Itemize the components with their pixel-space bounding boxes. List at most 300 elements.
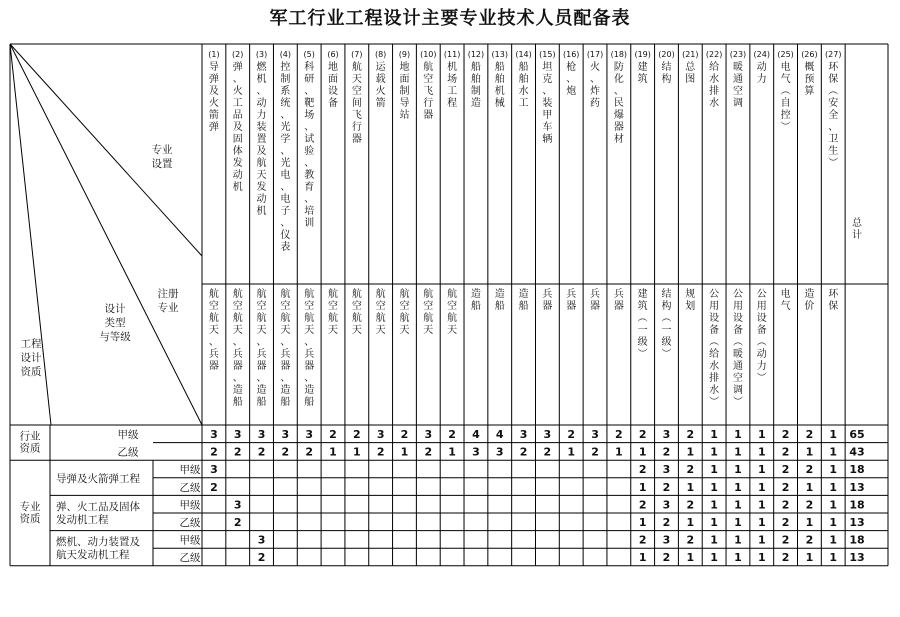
table-cell-value: 4 xyxy=(472,428,480,441)
table-cell-value: 2 xyxy=(257,445,266,459)
column-reg-char: 器 xyxy=(590,301,601,312)
column-name xyxy=(852,216,863,241)
table-cell-value: 2 xyxy=(805,463,814,477)
table-cell-value: 13 xyxy=(849,551,865,565)
column-number: (5) xyxy=(303,50,315,59)
table-cell-value: 3 xyxy=(376,428,385,441)
label-zhuanye-shezhi-line: 专业 xyxy=(151,144,173,156)
column-reg-char: 船 xyxy=(494,301,505,312)
table-cell-value: 2 xyxy=(615,428,623,441)
column-name-char: 船 xyxy=(494,62,505,73)
table-cell-value: 3 xyxy=(257,428,266,441)
column-reg-char: 航 xyxy=(375,313,386,324)
column-name-char: 箭 xyxy=(375,98,386,109)
column-reg-char: 公 xyxy=(732,289,743,300)
column-name xyxy=(280,60,290,253)
table-cell-value: 3 xyxy=(662,463,671,477)
column-name-char: 结 xyxy=(661,62,672,73)
column-name-char: 场 xyxy=(447,74,458,85)
column-name-char: 计 xyxy=(852,230,863,241)
column-reg-char: 空 xyxy=(328,301,339,312)
table-cell-value: 1 xyxy=(710,480,718,494)
column-name-char: 、 xyxy=(304,158,315,169)
table-cell-value: 2 xyxy=(233,516,242,529)
column-name-char: 机 xyxy=(494,86,505,97)
column-name-char: 弹 xyxy=(208,122,219,133)
column-name-char: 工 xyxy=(447,86,458,97)
column-reg-char: 航 xyxy=(399,289,410,300)
table-cell-value: 2 xyxy=(210,480,218,494)
column-reg-char: 航 xyxy=(423,289,434,300)
column-reg-char: 备 xyxy=(709,325,720,336)
table-cell-value: 2 xyxy=(686,533,695,547)
table-cell-value: 2 xyxy=(305,445,314,459)
column-number: (9) xyxy=(398,50,411,59)
table-cell-value: 2 xyxy=(519,445,528,459)
column-reg-char: 水 xyxy=(709,361,720,372)
column-registration xyxy=(566,287,576,312)
column-reg-char: 兵 xyxy=(590,289,601,300)
column-name xyxy=(304,60,314,229)
column-name-char: 弹 xyxy=(208,74,219,85)
column-name-char: 总 xyxy=(685,62,696,73)
table-cell-value: 2 xyxy=(686,428,695,441)
column-name-char: 水 xyxy=(709,74,720,85)
column-number: (8) xyxy=(374,50,387,59)
column-reg-char: 造 xyxy=(232,385,243,396)
column-reg-char: 航 xyxy=(328,289,339,300)
column-name-char: 、 xyxy=(566,74,577,85)
column-name-char: 器 xyxy=(423,110,434,121)
column-name xyxy=(447,60,457,109)
column-name-char: 行 xyxy=(423,98,434,109)
column-name xyxy=(733,60,743,109)
column-reg-char: 、 xyxy=(232,337,243,348)
column-name-char: 火 xyxy=(590,62,601,73)
column-reg-char: 天 xyxy=(256,325,267,336)
column-reg-char: 兵 xyxy=(613,289,624,300)
column-name-char: 站 xyxy=(399,110,410,121)
table-cell-value: 2 xyxy=(662,480,671,494)
column-name-char: 舶 xyxy=(470,74,481,85)
column-name-char: 航 xyxy=(351,62,362,73)
column-reg-char: 空 xyxy=(280,301,291,312)
column-reg-char: 航 xyxy=(280,289,291,300)
table-cell-value: 1 xyxy=(686,445,695,459)
column-reg-char: 航 xyxy=(304,289,315,300)
column-name-char: 力 xyxy=(756,74,767,85)
column-name-char: 面 xyxy=(328,74,339,85)
column-reg-char: 、 xyxy=(256,373,267,384)
column-name-char: 、 xyxy=(828,122,839,133)
column-number: (3) xyxy=(255,50,268,59)
column-registration xyxy=(781,287,791,312)
column-name xyxy=(757,60,767,85)
table-cell-value: 18 xyxy=(849,498,865,512)
column-registration xyxy=(304,287,314,408)
table-cell-value: 2 xyxy=(781,428,790,441)
column-reg-char: 排 xyxy=(709,373,720,384)
column-reg-char: 天 xyxy=(232,325,243,336)
table-cell-value: 3 xyxy=(543,428,552,441)
row-headers xyxy=(20,429,201,564)
column-name-char: 载 xyxy=(375,74,386,85)
column-name-char: 动 xyxy=(256,98,267,109)
column-reg-char: 设 xyxy=(709,313,720,324)
column-name-char: 气 xyxy=(780,74,791,85)
column-reg-char: ︶ xyxy=(732,397,743,408)
column-name-char: 程 xyxy=(447,98,458,109)
column-registration xyxy=(685,287,695,312)
column-name-char: 教 xyxy=(304,170,315,181)
column-name-char: 图 xyxy=(685,74,696,85)
column-name-char: 民 xyxy=(613,98,624,109)
column-reg-char: 结 xyxy=(661,289,672,300)
column-name-char: 炮 xyxy=(566,86,577,97)
table-cell-value: 1 xyxy=(734,533,742,547)
column-name-char: 行 xyxy=(351,122,362,133)
column-name-char: 天 xyxy=(256,170,267,181)
column-name-char: 、 xyxy=(280,218,291,229)
table-cell-value: 2 xyxy=(376,445,385,459)
table-cells xyxy=(210,428,865,564)
column-name-char: 造 xyxy=(470,98,481,109)
column-name-char: 、 xyxy=(304,86,315,97)
column-name-char: 训 xyxy=(304,218,315,229)
column-name-char: 及 xyxy=(232,122,243,133)
column-name xyxy=(661,60,671,85)
column-reg-char: 、 xyxy=(280,337,291,348)
column-number: (11) xyxy=(443,50,461,59)
label-sheji-leixing xyxy=(99,302,131,343)
column-name-char: 通 xyxy=(732,74,743,85)
table-cell-value: 2 xyxy=(781,480,790,494)
column-reg-char: 、 xyxy=(256,337,267,348)
column-name xyxy=(542,60,552,145)
table-cell-value: 2 xyxy=(329,428,337,441)
column-name-char: 电 xyxy=(280,170,291,181)
column-name-char: 空 xyxy=(351,86,362,97)
column-number: (22) xyxy=(705,50,723,59)
table-cell-value: 1 xyxy=(757,516,766,529)
column-name-char: 环 xyxy=(828,62,839,73)
table-corner-header xyxy=(21,143,179,378)
column-reg-char: 空 xyxy=(375,301,386,312)
label-gongcheng-zizhi-line: 设计 xyxy=(20,352,42,364)
column-reg-char: 造 xyxy=(804,289,815,300)
column-reg-char: 器 xyxy=(304,361,315,372)
table-cell-value: 1 xyxy=(757,533,766,547)
column-number: (21) xyxy=(682,50,699,59)
column-name-char: 排 xyxy=(709,86,720,97)
column-number: (10) xyxy=(420,50,437,59)
column-reg-char: 器 xyxy=(256,361,267,372)
column-reg-char: 航 xyxy=(351,289,362,300)
column-name-char: 自 xyxy=(780,98,791,109)
column-number: (17) xyxy=(586,50,604,59)
column-number: (20) xyxy=(658,50,675,59)
corner-diagonal-1 xyxy=(10,44,202,256)
table-cell-value: 1 xyxy=(615,445,623,459)
column-name-char: 筑 xyxy=(637,74,648,85)
table-cell-value: 2 xyxy=(805,498,814,512)
column-name-char: 、 xyxy=(304,122,315,133)
column-reg-char: 造 xyxy=(470,289,481,300)
table-cell-value: 1 xyxy=(448,445,456,459)
column-reg-char: 天 xyxy=(399,325,410,336)
column-name-char: 机 xyxy=(256,74,267,85)
table-cell-value: 2 xyxy=(781,498,790,512)
table-cell-value: 1 xyxy=(829,428,838,441)
column-name xyxy=(519,60,529,109)
column-name-char: 卫 xyxy=(828,134,839,145)
column-reg-char: 船 xyxy=(518,301,529,312)
row-grade-label: 甲级 xyxy=(179,464,201,477)
column-reg-char: 航 xyxy=(351,313,362,324)
column-reg-char: 兵 xyxy=(566,289,577,300)
column-name-char: ︵ xyxy=(828,86,839,97)
table-cell-value: 2 xyxy=(210,445,218,459)
column-reg-char: ︶ xyxy=(756,373,767,384)
column-name xyxy=(709,60,719,109)
column-reg-char: 航 xyxy=(256,289,267,300)
column-name-char: 固 xyxy=(232,134,243,145)
column-name-char: 设 xyxy=(328,86,339,97)
column-reg-char: 器 xyxy=(613,301,624,312)
column-registration xyxy=(328,287,338,336)
column-name-char: 工 xyxy=(232,98,243,109)
column-name-char: 仪 xyxy=(280,230,291,241)
column-reg-char: 气 xyxy=(780,301,791,312)
column-reg-char: 航 xyxy=(328,313,339,324)
column-number: (12) xyxy=(467,50,485,59)
column-name-char: ︵ xyxy=(780,86,791,97)
column-reg-char: 兵 xyxy=(542,289,553,300)
table-cell-value: 1 xyxy=(638,480,647,494)
column-name-char: 、 xyxy=(590,74,601,85)
column-name xyxy=(352,60,362,145)
column-name-char: 、 xyxy=(256,86,267,97)
column-reg-char: 筑 xyxy=(637,301,648,312)
table-cell-value: 2 xyxy=(686,498,695,512)
column-name-char: 辆 xyxy=(542,134,553,145)
column-name-char: 置 xyxy=(256,134,267,145)
column-name-char: 、 xyxy=(613,86,624,97)
column-name-char: 构 xyxy=(661,74,672,85)
table-cell-value: 1 xyxy=(734,480,742,494)
column-registration xyxy=(590,287,600,312)
column-name xyxy=(685,60,696,85)
column-name-char: 、 xyxy=(280,182,291,193)
column-name xyxy=(209,61,219,133)
column-name-char: 装 xyxy=(256,122,267,133)
table-cell-value: 3 xyxy=(424,428,433,441)
column-name-char: 地 xyxy=(328,62,339,73)
column-number: (7) xyxy=(351,50,363,59)
label-gongcheng-zizhi-line: 资质 xyxy=(20,366,42,378)
table-cell-value: 1 xyxy=(757,480,766,494)
row-subgroup-label: 弹、火工品及固体发动机工程 xyxy=(56,501,140,526)
column-reg-char: 天 xyxy=(447,325,458,336)
label-gongcheng-zizhi-line: 工程 xyxy=(20,338,42,350)
column-name-char: 舶 xyxy=(518,74,529,85)
column-number: (24) xyxy=(753,50,770,59)
column-reg-char: 水 xyxy=(709,385,720,396)
column-registration xyxy=(257,287,267,408)
column-registration xyxy=(804,287,814,312)
column-registration xyxy=(233,287,243,408)
column-name-char: 表 xyxy=(280,242,291,253)
column-reg-char: 、 xyxy=(208,337,219,348)
table-cell-value: 13 xyxy=(849,480,865,494)
table-cell-value: 1 xyxy=(829,445,838,459)
table-cell-value: 1 xyxy=(710,551,718,565)
column-number: (23) xyxy=(729,50,747,59)
column-registration xyxy=(399,287,409,336)
column-name-char: 育 xyxy=(304,182,315,193)
column-reg-char: 空 xyxy=(447,301,458,312)
column-reg-char: 电 xyxy=(780,289,791,300)
column-reg-char: 造 xyxy=(304,385,315,396)
column-reg-char: ︶ xyxy=(661,349,672,360)
column-reg-char: 设 xyxy=(732,313,743,324)
column-name-char: 、 xyxy=(304,194,315,205)
label-sheji-leixing-line: 与等级 xyxy=(99,331,131,343)
column-number: (18) xyxy=(610,50,628,59)
row-grade-label: 甲级 xyxy=(117,429,139,441)
column-reg-char: 船 xyxy=(256,397,267,408)
column-name-char: 工 xyxy=(518,98,529,109)
column-name-char: 防 xyxy=(613,62,624,73)
column-reg-char: 兵 xyxy=(256,349,267,360)
table-cell-value: 1 xyxy=(757,445,766,459)
column-name xyxy=(423,60,433,121)
column-name-char: 验 xyxy=(304,146,315,157)
row-grade-label: 乙级 xyxy=(179,517,201,529)
table-cell-value: 1 xyxy=(710,445,718,459)
column-number: (26) xyxy=(801,50,818,59)
column-name-char: 机 xyxy=(256,206,267,217)
column-name-char: 品 xyxy=(232,110,243,121)
table-cell-value: 13 xyxy=(849,516,865,529)
table-cell-value: 1 xyxy=(757,498,766,512)
column-name-char: ︶ xyxy=(828,158,839,169)
label-sheji-leixing-line: 类型 xyxy=(104,317,126,329)
column-name-char: 面 xyxy=(399,74,410,85)
column-name-char: 器 xyxy=(613,122,624,133)
column-name-char: 靶 xyxy=(304,98,315,109)
table-cell-value: 1 xyxy=(567,445,576,459)
table-cell-value: 2 xyxy=(686,463,695,477)
table-cell-value: 1 xyxy=(805,551,814,565)
column-reg-char: 天 xyxy=(375,325,386,336)
column-reg-char: 设 xyxy=(756,313,767,324)
column-name-char: 动 xyxy=(256,194,267,205)
table-cell-value: 1 xyxy=(805,516,814,529)
column-name-char: 燃 xyxy=(256,62,267,73)
table-cell-value: 65 xyxy=(849,428,865,441)
column-reg-char: 力 xyxy=(756,361,767,372)
column-name-char: 算 xyxy=(804,86,815,97)
column-reg-char: 船 xyxy=(304,397,315,408)
column-name xyxy=(590,60,600,109)
column-reg-char: 规 xyxy=(685,289,696,300)
table-cell-value: 1 xyxy=(686,516,695,529)
table-cell-value: 2 xyxy=(638,463,647,477)
column-registration xyxy=(661,287,671,360)
table-cell-value: 2 xyxy=(591,445,599,459)
column-number: (19) xyxy=(634,50,651,59)
column-name xyxy=(376,61,387,109)
column-reg-char: 、 xyxy=(232,373,243,384)
column-reg-char: 航 xyxy=(304,313,315,324)
column-name-char: 光 xyxy=(280,158,291,169)
table-cell-value: 2 xyxy=(805,428,814,441)
column-reg-char: 航 xyxy=(280,313,291,324)
table-cell-value: 1 xyxy=(710,533,718,547)
column-reg-char: 建 xyxy=(637,289,648,300)
column-reg-char: 器 xyxy=(208,361,219,372)
column-name-char: 电 xyxy=(280,194,291,205)
column-registration xyxy=(209,287,219,372)
column-name-char: 化 xyxy=(613,74,624,85)
column-name-char: 生 xyxy=(828,146,839,157)
column-name xyxy=(781,60,791,133)
column-name-char: 光 xyxy=(280,122,291,133)
column-reg-char: 造 xyxy=(256,385,267,396)
column-reg-char: 航 xyxy=(232,289,243,300)
column-registration xyxy=(614,287,624,312)
column-name xyxy=(399,60,409,121)
column-name-char: 控 xyxy=(780,110,791,121)
column-reg-char: 船 xyxy=(232,397,243,408)
label-zhuanye-shezhi-line: 设置 xyxy=(151,158,173,170)
column-name-char: 坦 xyxy=(542,62,553,73)
table-cell-value: 1 xyxy=(829,551,838,565)
table-cell-value: 3 xyxy=(257,533,266,547)
column-name-char: 总 xyxy=(852,218,863,229)
column-reg-char: 构 xyxy=(661,301,672,312)
column-reg-char: 天 xyxy=(280,325,291,336)
column-reg-char: 空 xyxy=(232,301,243,312)
column-name-char: 、 xyxy=(232,74,243,85)
table-cell-value: 1 xyxy=(686,551,695,565)
column-name-char: 保 xyxy=(828,74,839,85)
column-name-char: 运 xyxy=(375,62,386,73)
table-cell-value: 1 xyxy=(638,445,647,459)
column-name-char: 体 xyxy=(232,146,243,157)
table-cell-value: 1 xyxy=(734,463,742,477)
table-cell-value: 1 xyxy=(710,463,718,477)
column-name xyxy=(566,60,576,97)
column-reg-char: 用 xyxy=(732,301,743,312)
column-name-char: 给 xyxy=(709,62,720,73)
column-reg-char: 航 xyxy=(256,313,267,324)
column-name-char: 力 xyxy=(256,110,267,121)
column-name-char: 预 xyxy=(804,74,815,85)
column-reg-char: 保 xyxy=(828,301,839,312)
column-reg-char: 航 xyxy=(447,313,458,324)
column-name xyxy=(495,60,505,109)
column-reg-char: 备 xyxy=(732,325,743,336)
table-cell-value: 1 xyxy=(686,480,695,494)
column-name-char: 培 xyxy=(304,206,315,217)
table-cell-value: 2 xyxy=(781,463,790,477)
table-cell-value: 2 xyxy=(781,445,790,459)
table-cell-value: 3 xyxy=(281,428,290,441)
column-reg-char: 造 xyxy=(518,289,529,300)
table-cell-value: 2 xyxy=(638,498,647,512)
